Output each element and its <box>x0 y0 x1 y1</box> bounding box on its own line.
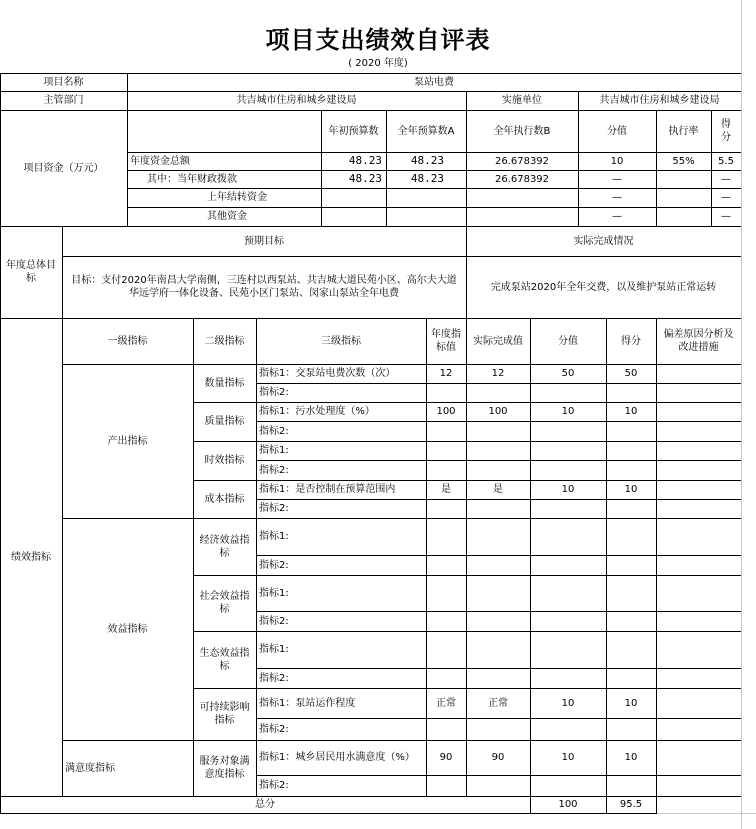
indicator-target: 正常 <box>436 697 456 709</box>
indicator-score: 10 <box>561 697 575 709</box>
perf-section-label: 绩效指标 <box>11 551 51 563</box>
funds-row-annual <box>386 188 466 207</box>
project-name-label: 项目名称 <box>43 76 84 88</box>
indicator-got <box>606 575 656 611</box>
funds-row-initial: 48.23 <box>348 171 382 185</box>
indicator-name: 指标1：是否控制在预算范围内 <box>259 484 396 495</box>
funds-row-label: 年度资金总额 <box>130 155 190 167</box>
funds-row-exec: 26.678392 <box>494 173 550 185</box>
perf-header-actual: 实际完成值 <box>473 335 523 347</box>
funds-row-rate: 55% <box>672 155 695 167</box>
indicator-score <box>530 575 606 611</box>
indicator-name: 指标2: <box>259 464 289 476</box>
total-score: 100 <box>558 799 578 810</box>
goals-expected-header: 预期目标 <box>244 235 284 247</box>
indicator-name: 指标1: <box>259 644 289 655</box>
l1-output: 产出指标 <box>107 435 148 447</box>
indicator-score <box>530 460 606 480</box>
indicator-score <box>530 383 606 402</box>
funds-section-label: 项目资金（万元） <box>23 162 104 174</box>
project-name-value: 泵站电费 <box>414 76 454 88</box>
indicator-got <box>606 718 656 740</box>
indicator-name: 指标2: <box>259 559 289 571</box>
indicator-name: 指标2: <box>259 387 289 398</box>
indicator-got <box>606 518 656 555</box>
indicator-name: 指标1：污水处理度（%） <box>259 406 375 417</box>
indicator-score: 50 <box>561 368 575 379</box>
l2-cost: 成本指标 <box>204 493 245 505</box>
indicator-target <box>426 421 466 441</box>
dept-label: 主管部门 <box>43 95 84 106</box>
indicator-got: 10 <box>624 406 638 417</box>
indicator-actual: 100 <box>488 406 508 417</box>
l2-economic: 经济效益指标 <box>199 534 250 559</box>
indicator-target <box>426 518 466 555</box>
funds-row-label: 其中：当年财政拨款 <box>147 173 237 185</box>
dept-value: 共吉城市住房和城乡建设局 <box>236 95 357 106</box>
indicator-got <box>606 421 656 441</box>
indicator-actual <box>466 441 530 460</box>
perf-header-reason: 偏差原因分析及改进措施 <box>663 329 734 353</box>
l2-timeliness: 时效指标 <box>204 455 245 466</box>
indicator-target <box>426 668 466 688</box>
indicator-actual <box>466 718 530 740</box>
indicator-name: 指标1: <box>259 445 289 456</box>
funds-row-got: — <box>721 211 731 222</box>
funds-row-exec <box>466 188 578 207</box>
indicator-name: 指标2: <box>259 615 289 627</box>
l2-sustainable: 可持续影响指标 <box>199 702 250 726</box>
indicator-got <box>606 668 656 688</box>
funds-header-initial: 年初预算数 <box>328 125 379 137</box>
indicator-score <box>530 668 606 688</box>
form-title: 项目支出绩效自评表 <box>265 26 491 54</box>
indicator-target <box>426 611 466 631</box>
funds-row-rate <box>656 207 711 226</box>
funds-header-exec: 全年执行数B <box>493 125 551 137</box>
indicator-got <box>606 460 656 480</box>
indicator-got: 50 <box>624 368 638 379</box>
goals-section-label: 年度总体目标 <box>6 260 56 284</box>
indicator-name: 指标2: <box>259 503 289 514</box>
indicator-name: 指标1：交泵站电费次数（次） <box>259 368 396 379</box>
l1-benefit: 效益指标 <box>107 623 148 635</box>
indicator-got <box>606 775 656 796</box>
indicator-name: 指标2: <box>259 780 289 791</box>
funds-row-annual <box>386 207 466 226</box>
indicator-actual <box>466 383 530 402</box>
l2-ecological: 生态效益指标 <box>199 647 250 672</box>
funds-header-got: 得分 <box>721 119 731 143</box>
indicator-score: 10 <box>561 752 575 763</box>
funds-row-initial <box>321 207 386 226</box>
perf-header-l2: 二级指标 <box>204 335 245 347</box>
funds-row-annual: 48.23 <box>410 153 444 167</box>
impl-unit-value: 共吉城市住房和城乡建设局 <box>599 95 720 106</box>
indicator-score: 10 <box>561 406 575 417</box>
impl-unit-label: 实施单位 <box>502 95 542 106</box>
indicator-target <box>426 441 466 460</box>
funds-header-rate: 执行率 <box>668 125 699 137</box>
indicator-name: 指标1：城乡居民用水满意度（%） <box>259 752 415 763</box>
indicator-score <box>530 611 606 631</box>
indicator-name: 指标1: <box>259 587 289 599</box>
indicator-actual <box>466 631 530 668</box>
indicator-target <box>426 631 466 668</box>
indicator-name: 指标1：泵站运作程度 <box>259 697 356 709</box>
indicator-target <box>426 718 466 740</box>
indicator-target: 12 <box>439 368 453 379</box>
indicator-actual: 90 <box>491 752 505 763</box>
l2-service: 服务对象满意度指标 <box>199 756 250 780</box>
funds-row-got: 5.5 <box>718 155 734 167</box>
funds-row-initial <box>321 188 386 207</box>
indicator-actual <box>466 499 530 518</box>
indicator-score <box>530 631 606 668</box>
indicator-score: 10 <box>561 484 575 495</box>
indicator-target: 90 <box>439 752 453 763</box>
indicator-actual: 12 <box>491 368 505 379</box>
funds-row-rate <box>656 170 711 188</box>
goals-expected-text: 目标：支付2020年南昌大学南侧，三连村以西泵站、共吉城大道民苑小区、高尔夫大道华远学府一体化设备、民苑小区门泵站、闵家山泵站全年电费 <box>71 275 457 299</box>
indicator-got: 10 <box>624 697 638 709</box>
funds-row-got: — <box>721 173 731 185</box>
indicator-score <box>530 499 606 518</box>
indicator-got <box>606 383 656 402</box>
indicator-name: 指标2: <box>259 723 289 735</box>
perf-header-score: 分值 <box>558 335 578 347</box>
year-line: ( 2020 年度) <box>348 58 408 69</box>
funds-row-exec <box>466 207 578 226</box>
total-label: 总分 <box>255 799 275 810</box>
indicator-target <box>426 575 466 611</box>
indicator-score <box>530 555 606 575</box>
l2-quantity: 数量指标 <box>204 377 245 389</box>
indicator-name: 指标2: <box>259 425 289 437</box>
indicator-got: 10 <box>624 484 638 495</box>
funds-row-got: — <box>721 192 731 203</box>
funds-header-score: 分值 <box>607 125 627 137</box>
indicator-name: 指标2: <box>259 672 289 684</box>
indicator-got <box>606 631 656 668</box>
funds-row-rate <box>656 188 711 207</box>
indicator-name: 指标1: <box>259 531 289 542</box>
indicator-target: 100 <box>436 406 456 417</box>
indicator-target <box>426 775 466 796</box>
indicator-actual <box>466 668 530 688</box>
perf-header-target: 年度指标值 <box>431 329 461 353</box>
indicator-got <box>606 555 656 575</box>
goals-actual-header: 实际完成情况 <box>573 235 634 247</box>
indicator-got: 10 <box>624 752 638 763</box>
funds-row-score: — <box>612 211 622 222</box>
funds-row-annual: 48.23 <box>410 171 444 185</box>
perf-header-l3: 三级指标 <box>321 335 361 347</box>
indicator-score <box>530 775 606 796</box>
indicator-target <box>426 499 466 518</box>
perf-header-got: 得分 <box>621 335 641 347</box>
funds-row-score: — <box>612 192 622 203</box>
goals-actual-text: 完成泵站2020年全年交费，以及维护泵站正常运转 <box>490 281 717 293</box>
funds-header-annual: 全年预算数A <box>397 125 455 137</box>
indicator-score <box>530 718 606 740</box>
funds-row-score: 10 <box>610 155 624 167</box>
funds-row-exec: 26.678392 <box>494 155 550 167</box>
funds-row-label: 上年结转资金 <box>207 192 267 203</box>
indicator-actual <box>466 611 530 631</box>
l1-satisfaction: 满意度指标 <box>65 762 115 774</box>
indicator-actual <box>466 518 530 555</box>
indicator-score <box>530 441 606 460</box>
indicator-actual: 正常 <box>488 697 508 709</box>
indicator-target <box>426 383 466 402</box>
indicator-actual <box>466 460 530 480</box>
funds-row-label: 其他资金 <box>207 211 247 222</box>
funds-row-score: — <box>612 173 622 185</box>
indicator-score <box>530 421 606 441</box>
indicator-actual <box>466 775 530 796</box>
indicator-target: 是 <box>441 484 451 495</box>
l2-quality: 质量指标 <box>204 416 245 427</box>
indicator-target <box>426 460 466 480</box>
indicator-target <box>426 555 466 575</box>
perf-header-l1: 一级指标 <box>107 335 148 347</box>
indicator-actual <box>466 575 530 611</box>
indicator-actual: 是 <box>493 484 503 495</box>
indicator-score <box>530 518 606 555</box>
indicator-actual <box>466 421 530 441</box>
funds-row-initial: 48.23 <box>348 153 382 167</box>
l2-social: 社会效益指标 <box>199 591 250 615</box>
indicator-got <box>606 441 656 460</box>
indicator-got <box>606 499 656 518</box>
total-got: 95.5 <box>619 799 643 810</box>
indicator-actual <box>466 555 530 575</box>
indicator-got <box>606 611 656 631</box>
